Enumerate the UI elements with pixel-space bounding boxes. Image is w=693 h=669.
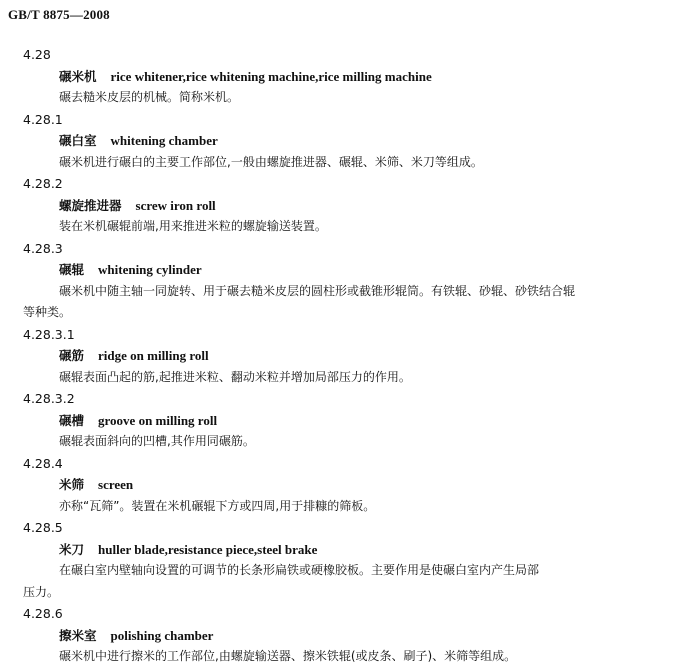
term-chinese: 米刀 <box>59 541 85 557</box>
term-heading <box>0 410 693 432</box>
term-definition: 在碾白室内壁轴向设置的可调节的长条形扁铁或硬橡胶板。主要作用是使碾白室内产生局部 <box>59 563 540 577</box>
term-definition: 碾米机进行碾白的主要工作部位,一般由螺旋推进器、碾辊、米筛、米刀等组成。 <box>59 154 483 169</box>
term-english: whitening cylinder <box>98 262 202 277</box>
term-entry <box>0 173 693 238</box>
term-chinese: 螺旋推进器 <box>59 197 122 213</box>
clause-number: 4.28.4 <box>23 455 63 471</box>
term-definition: 碾去糙米皮层的机械。简称米机。 <box>59 90 240 104</box>
term-english: whitening chamber <box>110 133 218 148</box>
clause-number: 4.28.3.2 <box>23 391 75 406</box>
clause-number: 4.28.1 <box>23 111 63 127</box>
term-chinese: 碾米机 <box>59 68 97 84</box>
term-entry <box>0 238 693 324</box>
term-entry <box>0 109 693 174</box>
term-english: screw iron roll <box>135 197 216 213</box>
term-english: polishing chamber <box>110 627 214 643</box>
term-definition-continuation <box>0 302 693 324</box>
clause-number: 4.28 <box>23 47 51 62</box>
clause-number: 4.28.6 <box>23 606 63 621</box>
term-entry <box>0 517 693 603</box>
term-english: groove on milling roll <box>98 412 218 428</box>
definition-continuation-text: 压力。 <box>23 584 60 599</box>
term-english: huller blade,resistance piece,steel brake <box>98 541 318 557</box>
standard-number-header: GB/T 8875—2008 <box>8 7 110 22</box>
term-definition: 装在米机碾辊前端,用来推进米粒的螺旋输送装置。 <box>59 219 327 233</box>
term-entry <box>0 44 693 109</box>
term-heading <box>0 130 693 152</box>
term-heading <box>0 474 693 496</box>
term-definition: 亦称“瓦筛”。装置在米机碾辊下方或四周,用于排糠的筛板。 <box>59 498 376 513</box>
term-chinese: 碾白室 <box>59 133 97 148</box>
term-english: rice whitener,rice whitening machine,rice milling machine <box>110 68 432 84</box>
term-chinese: 碾筋 <box>59 348 85 363</box>
term-english: screen <box>98 477 134 492</box>
term-entry <box>0 324 693 389</box>
term-chinese: 碾辊 <box>59 262 85 277</box>
term-definition: 碾米机中随主轴一同旋转、用于碾去糙米皮层的圆柱形或截锥形辊筒。有铁辊、砂辊、砂铁结合辊 <box>59 283 576 298</box>
term-chinese: 擦米室 <box>59 627 97 643</box>
term-definition-continuation <box>0 582 693 604</box>
term-entry <box>0 603 693 668</box>
term-definition: 碾辊表面凸起的筋,起推进米粒、翻动米粒并增加局部压力的作用。 <box>59 369 411 384</box>
term-heading <box>0 539 693 561</box>
term-heading <box>0 625 693 647</box>
clause-number: 4.28.5 <box>23 520 63 535</box>
term-heading <box>0 195 693 217</box>
term-chinese: 米筛 <box>59 477 85 492</box>
term-definition: 碾米机中进行擦米的工作部位,由螺旋输送器、擦米铁辊(或皮条、刷子)、米筛等组成。 <box>59 649 517 663</box>
term-heading <box>0 259 693 281</box>
clause-number: 4.28.3.1 <box>23 326 75 342</box>
term-english: ridge on milling roll <box>98 348 209 363</box>
term-entries <box>0 44 693 668</box>
term-definition: 碾辊表面斜向的凹槽,其作用同碾筋。 <box>59 434 255 448</box>
clause-number: 4.28.2 <box>23 176 63 191</box>
term-entry <box>0 388 693 453</box>
term-heading <box>0 345 693 367</box>
term-heading <box>0 66 693 88</box>
definition-continuation-text: 等种类。 <box>23 305 72 319</box>
term-entry <box>0 453 693 518</box>
term-chinese: 碾槽 <box>59 412 85 428</box>
clause-number: 4.28.3 <box>23 240 63 256</box>
